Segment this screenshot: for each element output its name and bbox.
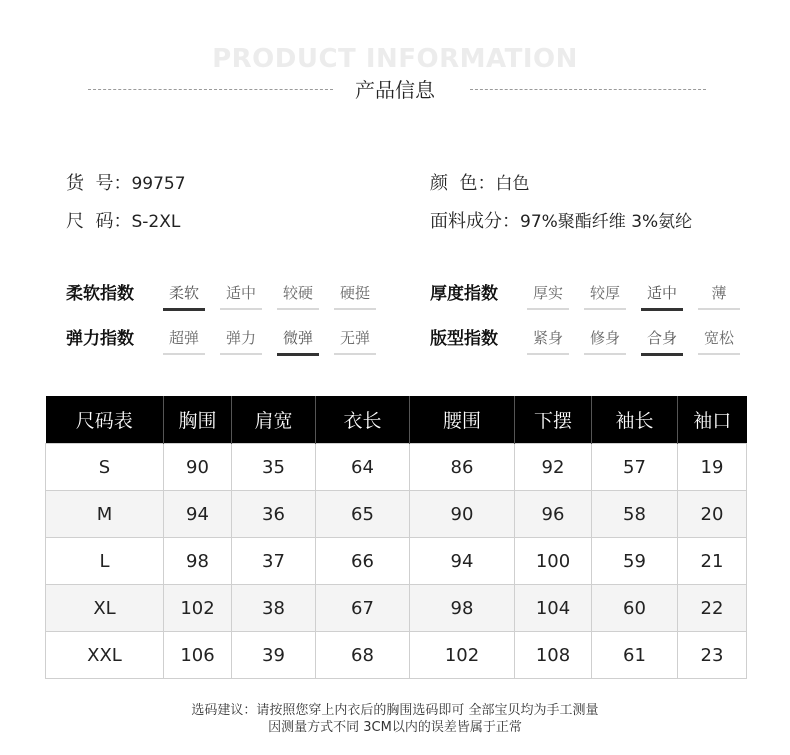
softness-option-3: 较硬 (277, 282, 319, 310)
table-row (46, 538, 747, 585)
cell-shoulder: 38 (232, 585, 316, 632)
cell-size: XXL (46, 632, 164, 679)
cell-waist: 90 (410, 491, 515, 538)
cell-hem: 108 (515, 632, 592, 679)
cell-hem: 96 (515, 491, 592, 538)
size-table (45, 396, 747, 679)
cell-chest: 98 (164, 538, 232, 585)
size-advice-line-1: 选码建议：请按照您穿上内衣后的胸围选码即可 全部宝贝均为手工测量 (191, 703, 599, 718)
cell-hem: 104 (515, 585, 592, 632)
cell-length: 67 (316, 585, 410, 632)
cell-waist: 98 (410, 585, 515, 632)
fit-option-1: 紧身 (527, 327, 569, 355)
softness-option-4: 硬挺 (334, 282, 376, 310)
section-title: 产品信息 (355, 78, 435, 102)
spec-material-value: 97%聚酯纤维 3%氨纶 (520, 212, 693, 232)
thickness-option-1: 厚实 (527, 282, 569, 310)
thickness-option-2: 较厚 (584, 282, 626, 310)
cell-size: XL (46, 585, 164, 632)
spec-size-value: S-2XL (131, 212, 181, 232)
table-header-row (46, 396, 747, 444)
cell-sleeve-length: 60 (592, 585, 678, 632)
cell-sleeve-length: 59 (592, 538, 678, 585)
spec-color-label: 颜 色： (430, 173, 496, 194)
cell-shoulder: 36 (232, 491, 316, 538)
cell-chest: 102 (164, 585, 232, 632)
english-title: PRODUCT INFORMATION (212, 44, 578, 74)
softness-option-1: 柔软 (163, 282, 205, 311)
elasticity-option-2: 弹力 (220, 327, 262, 355)
cell-size: S (46, 444, 164, 491)
section-header (0, 0, 790, 120)
header-cuff: 袖口 (678, 396, 747, 444)
cell-chest: 106 (164, 632, 232, 679)
cell-waist: 102 (410, 632, 515, 679)
cell-length: 68 (316, 632, 410, 679)
elasticity-index-label: 弹力指数 (66, 329, 134, 349)
fit-index-label: 版型指数 (430, 329, 498, 349)
spec-material (430, 207, 692, 233)
cell-hem: 92 (515, 444, 592, 491)
cell-cuff: 19 (678, 444, 747, 491)
header-size: 尺码表 (46, 396, 164, 444)
spec-item-no-label: 货 号： (66, 173, 132, 194)
cell-cuff: 23 (678, 632, 747, 679)
cell-chest: 90 (164, 444, 232, 491)
divider-right (470, 89, 706, 90)
size-advice-line-2: 因测量方式不同 3CM以内的误差皆属于正常 (268, 720, 522, 735)
header-waist: 腰围 (410, 396, 515, 444)
cell-length: 66 (316, 538, 410, 585)
spec-item-no (66, 169, 186, 195)
cell-size: L (46, 538, 164, 585)
spec-color-value: 白色 (495, 174, 530, 194)
cell-length: 64 (316, 444, 410, 491)
header-hem: 下摆 (515, 396, 592, 444)
fit-option-3: 合身 (641, 327, 683, 356)
spec-size (66, 207, 180, 233)
cell-shoulder: 37 (232, 538, 316, 585)
softness-index-label: 柔软指数 (66, 284, 134, 304)
thickness-option-3: 适中 (641, 282, 683, 311)
table-row (46, 632, 747, 679)
header-length: 衣长 (316, 396, 410, 444)
fit-option-4: 宽松 (698, 327, 740, 355)
header-sleeve-length: 袖长 (592, 396, 678, 444)
spec-material-label: 面料成分： (430, 211, 520, 232)
table-row (46, 491, 747, 538)
cell-sleeve-length: 61 (592, 632, 678, 679)
cell-sleeve-length: 58 (592, 491, 678, 538)
table-row (46, 444, 747, 491)
cell-cuff: 22 (678, 585, 747, 632)
table-row (46, 585, 747, 632)
cell-sleeve-length: 57 (592, 444, 678, 491)
elasticity-option-3: 微弹 (277, 327, 319, 356)
cell-cuff: 20 (678, 491, 747, 538)
elasticity-option-1: 超弹 (163, 327, 205, 355)
cell-size: M (46, 491, 164, 538)
spec-size-label: 尺 码： (66, 211, 132, 232)
cell-chest: 94 (164, 491, 232, 538)
cell-shoulder: 39 (232, 632, 316, 679)
cell-shoulder: 35 (232, 444, 316, 491)
cell-length: 65 (316, 491, 410, 538)
thickness-option-4: 薄 (698, 282, 740, 310)
spec-color (430, 169, 529, 195)
softness-option-2: 适中 (220, 282, 262, 310)
fit-option-2: 修身 (584, 327, 626, 355)
elasticity-option-4: 无弹 (334, 327, 376, 355)
cell-waist: 86 (410, 444, 515, 491)
thickness-index-label: 厚度指数 (430, 284, 498, 304)
cell-cuff: 21 (678, 538, 747, 585)
header-chest: 胸围 (164, 396, 232, 444)
spec-item-no-value: 99757 (131, 174, 186, 194)
cell-waist: 94 (410, 538, 515, 585)
cell-hem: 100 (515, 538, 592, 585)
header-shoulder: 肩宽 (232, 396, 316, 444)
